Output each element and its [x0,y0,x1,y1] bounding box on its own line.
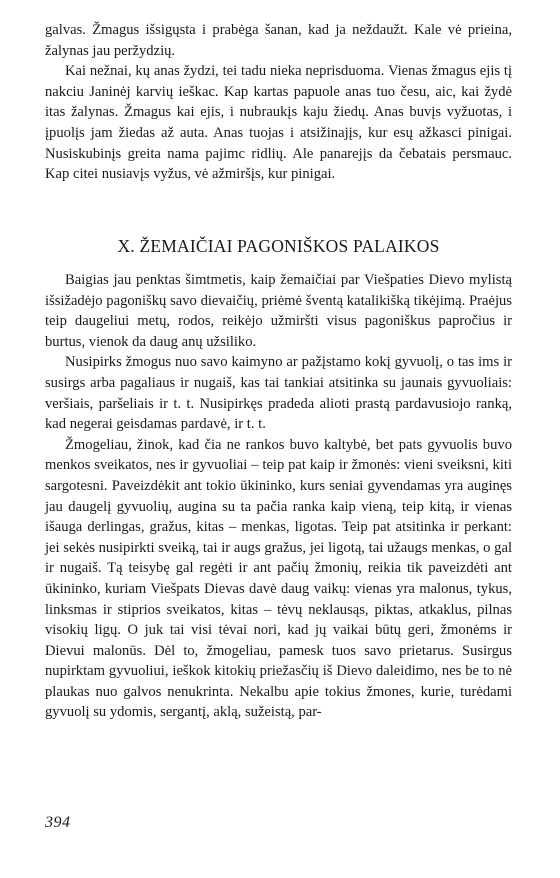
top-text-block [45,20,512,185]
paragraph: Baigias jau penktas šimtmetis, kaip žemaičiai par Viešpaties Dievo mylistą išsižadėjo pagoniškų savo dievaičių, priėmė šventą katalikišką tikėjimą. Praėjus teip daugeliui metų, rodos, reikėjo užmiršti visus pagoniškus papročius ir burtus, vienok da daug anų užsiliko. [45,272,512,350]
chapter-body [45,270,512,723]
paragraph: Kai nežnai, kų anas žydzi, tei tadu nieka neprisduoma. Vienas žmagus ejis tį nakciu Janinėj karvių ieškac. Kap kartas papuole anas tuo česu, aic, kai žydė itas žalynas. Žmagus kai ejis, i nubraukįs kaju žiedų. Anas buvįs vyžuotas, i įpuolįs jam žiedas až auta. Anas tuojas i atsižinajįs, kur esų ažkasci pinigai. Nusiskubinįs greita nama pajimc ridlių. Ale panarejįs da čebatais persmauc. Kap citei nusiavįs vyžus, vė ažmiršįs, kur pinigai. [45,63,512,183]
paragraph: Žmogeliau, žinok, kad čia ne rankos buvo kaltybė, bet pats gyvuolis buvo menkos sveikatos, nes ir gyvuoliai – teip pat kaip ir žmonės: vieni sveiksni, kiti sargotesni. Paveizdėkit ant tokio ūkininko, kurs seniai gyvendamas yra auginęs jau daugelį gyvuolių, augina su ta pačia ranka kaip vieną, teip kitą, ir vienas išauga derlingas, gražus, kitas – menkas, ligotas. Teip pat atsitinka ir perkant: jei sekės nusipirkti sveiką, tai ir augs gražus, jei ligotą, tai užaugs menkas, o gal ir nugaiš. Tą teisybę gal regėti ir ant pačių žmonių, reikia tik paveizdėti ant ūkininko, kuriam Viešpats Dievas davė daug vaikų: vienas yra malonus, tykus, linksmas ir stiprios sveikatos, kitas – tėvų neklausąs, piktas, atkaklus, pilnas visokių ligų. O juk tai visi tėvai nori, kad jų vaikai būtų geri, žmonėms ir Dievui malonūs. Dėl to, žmogeliau, pamesk tuos savo prietarus. Susirgus nupirktam gyvuoliui, ieškok kitokių priežasčių iš Dievo daleidimo, nes be to nė plaukas nuo galvos nenukrinta. Nekalbu apie tokius žmones, kurie, turėdami gyvuolį su ydomis, sergantį, aklą, sužeistą, par- [45,436,512,721]
page-number: 394 [45,814,71,831]
paragraph-continued: galvas. Žmagus išsigųsta i prabėga šanan, kad ja neždaužt. Kale vė prieina, žalynas jau peržydzių. [45,22,512,59]
paragraph: Nusipirks žmogus nuo savo kaimyno ar pažįstamo kokį gyvuolį, o tas ims ir susirgs arba pagaliaus ir nugaiš, kas tai tankiai atsitinka su jaunais gyvuoliais: veršiais, paršeliais ir t. t. Nusipirkęs pradeda alioti prastą pardavusiojo ranką, kad negerai geisdamas pardavė, ir t. t. [45,354,512,433]
chapter-title: X. ŽEMAIČIAI PAGONIŠKOS PALAIKOS [117,236,440,256]
